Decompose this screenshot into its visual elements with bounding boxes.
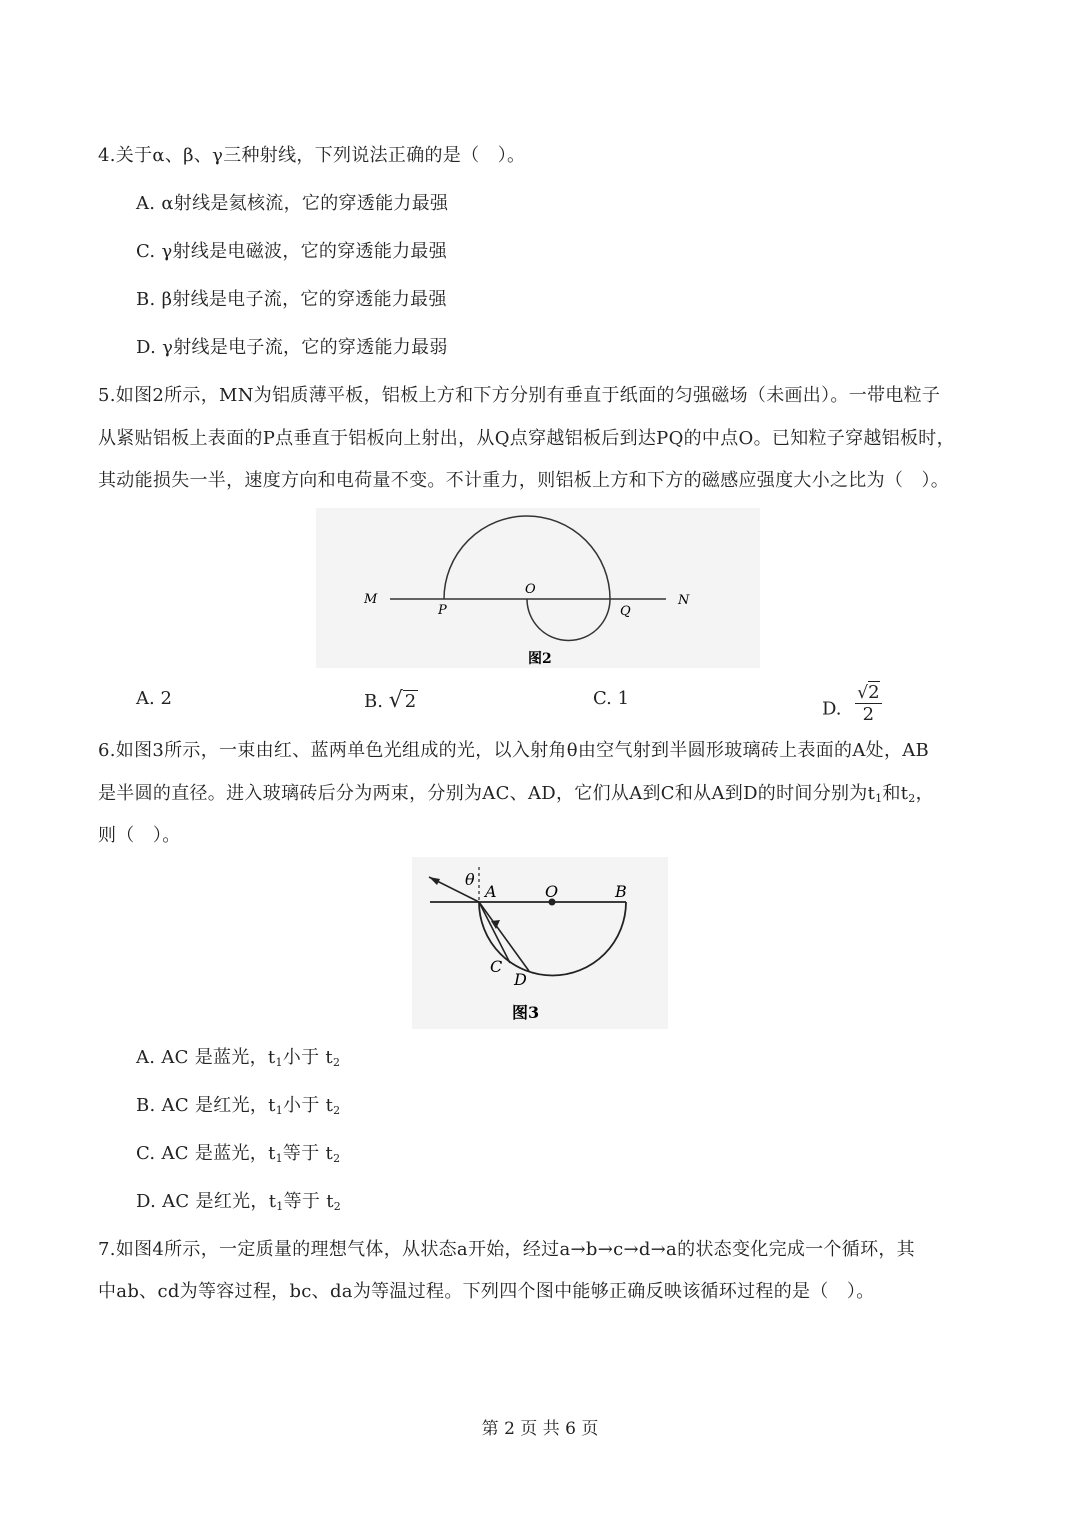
question-4-stem: 4.关于α、β、γ三种射线，下列说法正确的是（ ）。 [98,145,526,166]
question-5-line-1: 5.如图2所示，MN为铝质薄平板，铝板上方和下方分别有垂直于纸面的匀强磁场（未画出）。一带电粒子 [98,385,941,406]
q6-option-b-mid: 小于 t [283,1095,334,1116]
label-c: C [490,957,503,976]
q4-option-c: C. γ射线是电磁波，它的穿透能力最强 [136,241,448,262]
q6-option-d-pre: D. AC 是红光，t [136,1191,277,1212]
q4-option-b: B. β射线是电子流，它的穿透能力最强 [136,289,447,310]
fraction [855,682,881,725]
label-b: B [615,882,627,901]
question-6-line-2 [98,779,934,805]
figure-2 [316,508,760,668]
q4-option-d: D. γ射线是电子流，它的穿透能力最弱 [136,337,448,358]
subscript-2: 2 [908,792,916,805]
q6-option-b [136,1091,340,1117]
q6-option-a [136,1043,340,1069]
q6-option-c [136,1139,340,1165]
q6-option-d-mid: 等于 t [283,1191,334,1212]
q6-option-c-pre: C. AC 是蓝光，t [136,1143,276,1164]
label-p: P [438,603,447,618]
figure-2-caption: 图2 [528,651,552,667]
lower-arc [527,599,610,641]
q5-choice-d [822,682,882,731]
question-5-line-3: 其动能损失一半，速度方向和电荷量不变。不计重力，则铝板上方和下方的磁感应强度大小之比为（ ）。 [98,470,950,491]
sqrt-symbol: √ [388,688,403,713]
q4-option-a: A. α射线是氦核流，它的穿透能力最强 [136,193,449,214]
q6-option-d [136,1187,341,1213]
q5-choice-b-prefix: B. [364,691,383,712]
q6-line2-mid: 和t [882,783,909,804]
subscript-1: 1 [276,1200,284,1213]
q6-line2-pre: 是半圆的直径。进入玻璃砖后分为两束，分别为AC、AD，它们从A到C和从A到D的时间分别为t [98,783,876,804]
subscript-1: 1 [275,1104,284,1117]
subscript-1: 1 [275,1056,283,1069]
question-7-line-2: 中ab、cd为等容过程，bc、da为等温过程。下列四个图中能够正确反映该循环过程的是（ ）。 [98,1281,875,1302]
label-a: A [485,882,497,901]
label-o: O [525,582,536,597]
q5-choice-c: C. 1 [593,688,630,709]
label-o: O [545,882,559,901]
subscript-2: 2 [333,1152,341,1165]
question-6-line-1: 6.如图3所示，一束由红、蓝两单色光组成的光，以入射角θ由空气射到半圆形玻璃砖上表面的A处，AB [98,740,930,761]
fraction-radicand: 2 [868,682,880,703]
question-6-line-3: 则（ ）。 [98,825,181,846]
subscript-2: 2 [332,1056,341,1069]
label-n: N [678,593,690,608]
fraction-numerator: √2 [857,682,880,703]
q5-choice-b [364,688,418,713]
subscript-1: 1 [275,1152,283,1165]
question-7-line-1: 7.如图4所示，一定质量的理想气体，从状态a开始，经过a→b→c→d→a的状态变化完成一个循环，其 [98,1239,915,1260]
label-d: D [514,970,527,989]
q5-choice-b-radicand: 2 [404,691,417,712]
fraction-denominator: 2 [862,704,875,725]
figure-3-caption: 图3 [512,1003,540,1022]
q6-option-b-pre: B. AC 是红光，t [136,1095,276,1116]
q6-option-a-mid: 小于 t [282,1047,333,1068]
label-m: M [364,592,378,607]
q6-option-c-mid: 等于 t [282,1143,334,1164]
incident-arrow-icon [429,877,440,885]
figure-3 [412,857,668,1029]
subscript-1: 1 [875,792,883,805]
ray-ac [479,902,510,963]
page-footer: 第 2 页 共 6 页 [481,1419,599,1439]
label-q: Q [620,604,631,619]
subscript-2: 2 [333,1200,342,1213]
q6-option-a-pre: A. AC 是蓝光，t [136,1047,276,1068]
q5-choice-d-prefix: D. [822,698,842,720]
question-5-line-2: 从紧贴铝板上表面的P点垂直于铝板向上射出，从Q点穿越铝板后到达PQ的中点O。已知粒子穿越铝板时， [98,428,955,449]
label-theta: θ [465,870,475,889]
q5-choice-a: A. 2 [136,688,172,709]
q6-line2-end: ， [915,783,934,804]
subscript-2: 2 [333,1104,341,1117]
